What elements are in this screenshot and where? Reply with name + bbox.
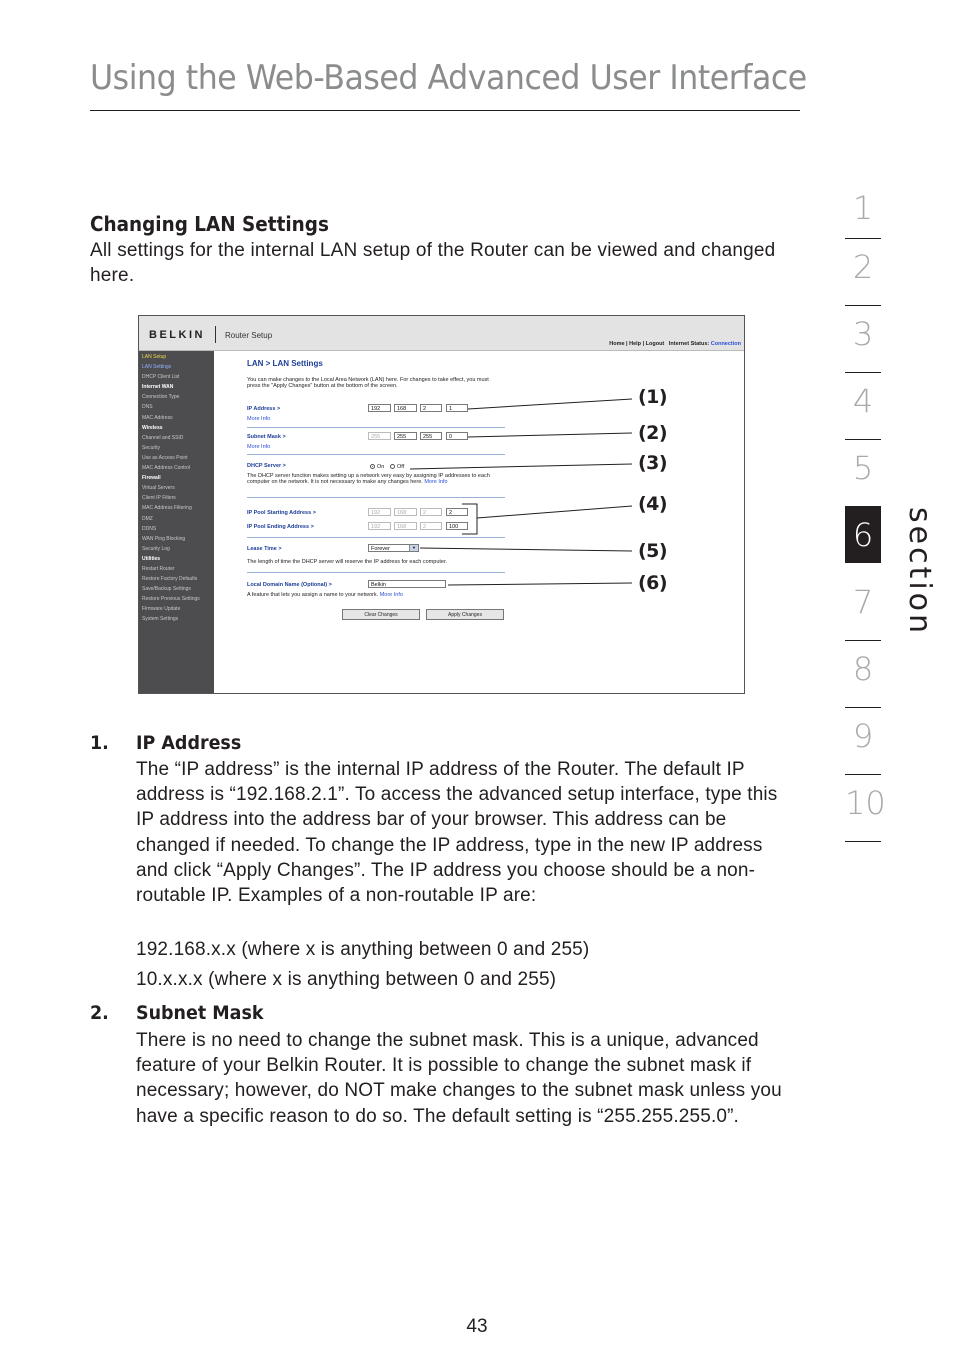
dhcp-description-text: The DHCP server function makes setting up a network very easy by assigning IP addresses to each computer on the network. It is not necessary to make any changes here.: [247, 473, 490, 486]
page-title: Using the Web-Based Advanced User Interface: [90, 58, 807, 98]
router-sidebar-item[interactable]: MAC Address Control: [142, 465, 191, 472]
app-title: Router Setup: [225, 331, 273, 340]
router-header: [139, 316, 744, 351]
router-sidebar-item[interactable]: MAC Address: [142, 414, 173, 421]
router-sidebar-item[interactable]: Restore Factory Defaults: [142, 576, 198, 583]
router-sidebar-item[interactable]: Save/Backup Settings: [142, 586, 191, 593]
chevron-down-icon[interactable]: ▼: [409, 545, 418, 551]
domain-name-label: Local Domain Name (Optional) >: [247, 582, 332, 588]
top-nav-links[interactable]: Home | Help | Logout: [609, 341, 665, 347]
divider-1: [247, 427, 505, 428]
section-nav-item-3[interactable]: 3: [845, 306, 881, 373]
status-label: Internet Status:: [668, 341, 710, 347]
section-nav-item-8[interactable]: 8: [845, 641, 881, 708]
apply-changes-button[interactable]: Apply Changes: [426, 609, 504, 620]
subnet-mask-label: Subnet Mask >: [247, 434, 286, 440]
section-nav-item-6[interactable]: 6: [845, 507, 881, 563]
header-divider: [215, 326, 216, 343]
page-number: 43: [466, 1316, 488, 1337]
pool-end-label: IP Pool Ending Address >: [247, 524, 314, 530]
item-1-number: 1.: [90, 732, 109, 754]
item-2-title: Subnet Mask: [136, 1002, 264, 1024]
item-1-title: IP Address: [136, 732, 242, 754]
router-sidebar-item[interactable]: Restore Previous Settings: [142, 596, 200, 603]
brand-logo: BELKIN: [149, 329, 205, 341]
callout-label-6: (6): [638, 572, 668, 594]
ip-more-info-link[interactable]: More Info: [247, 416, 271, 422]
top-nav: [609, 341, 741, 347]
dhcp-description: [247, 473, 492, 486]
pool-start-octet-3: 2: [420, 508, 442, 516]
section-nav-item-7[interactable]: 7: [845, 574, 881, 641]
dhcp-server-label: DHCP Server >: [247, 463, 286, 469]
router-sidebar-item[interactable]: DMZ: [142, 515, 153, 522]
section-nav-item-9[interactable]: 9: [845, 708, 881, 775]
divider-2: [247, 454, 505, 455]
subnet-octet-2[interactable]: 255: [394, 432, 417, 440]
clear-changes-button[interactable]: Clear Changes: [342, 609, 420, 620]
router-sidebar-item[interactable]: DNS: [142, 404, 153, 411]
subnet-octet-1: 255: [368, 432, 391, 440]
pool-start-octet-4[interactable]: 2: [446, 508, 468, 516]
pool-start-label: IP Pool Starting Address >: [247, 510, 316, 516]
section-nav-item-1[interactable]: 1: [845, 180, 881, 239]
lease-time-label: Lease Time >: [247, 546, 282, 552]
router-sidebar-item[interactable]: LAN Setup: [142, 354, 167, 360]
router-sidebar-item[interactable]: Connection Type: [142, 394, 180, 401]
divider-3: [247, 497, 505, 498]
router-sidebar-item[interactable]: Security: [142, 444, 161, 451]
ip-octet-4[interactable]: 1: [446, 404, 468, 412]
callout-label-1: (1): [638, 386, 668, 408]
dhcp-off-label: Off: [397, 464, 405, 470]
domain-name-input[interactable]: Belkin: [368, 580, 446, 588]
pool-start-octet-1: 192: [368, 508, 391, 516]
lan-description: You can make changes to the Local Area Network (LAN) here. For changes to take effect, you must press the "Apply Changes" button at the bottom of the screen.: [247, 377, 489, 390]
router-sidebar-item: Internet WAN: [142, 384, 174, 391]
ip-address-label: IP Address >: [247, 406, 281, 412]
callout-label-5: (5): [638, 540, 668, 562]
dhcp-on-label: On: [377, 464, 385, 470]
router-sidebar-item[interactable]: WAN Ping Blocking: [142, 535, 186, 542]
lan-page-title: LAN > LAN Settings: [247, 359, 323, 368]
subnet-more-info-link[interactable]: More Info: [247, 444, 271, 450]
title-rule: [90, 110, 800, 111]
pool-end-octet-4[interactable]: 100: [446, 522, 468, 530]
router-sidebar: [139, 351, 214, 693]
lease-description: The length of time the DHCP server will reserve the IP address for each computer.: [247, 559, 448, 565]
section-nav-item-4[interactable]: 4: [845, 373, 881, 440]
router-sidebar-item[interactable]: LAN Settings: [142, 364, 172, 371]
router-sidebar-item[interactable]: System Settings: [142, 616, 179, 623]
divider-5: [247, 572, 505, 573]
router-sidebar-item[interactable]: Client IP Filters: [142, 495, 176, 502]
lease-time-value: Forever: [371, 546, 390, 552]
divider-4: [247, 537, 505, 538]
domain-description-text: A feature that lets you assign a name to your network.: [247, 592, 379, 598]
ip-octet-1[interactable]: 192: [368, 404, 391, 412]
router-sidebar-item[interactable]: Virtual Servers: [142, 485, 175, 492]
dhcp-more-info-link[interactable]: More Info: [424, 479, 448, 486]
section-nav-item-10[interactable]: 10: [845, 775, 881, 842]
section-nav: [845, 180, 886, 842]
router-sidebar-item[interactable]: Firmware Update: [142, 606, 181, 613]
dhcp-on-radio[interactable]: [370, 464, 375, 469]
status-value: Connection: [710, 341, 741, 347]
pool-end-octet-3: 2: [420, 522, 442, 530]
router-sidebar-item[interactable]: DDNS: [142, 525, 157, 532]
router-sidebar-item: Firewall: [142, 475, 161, 482]
item-2-number: 2.: [90, 1002, 109, 1024]
section-nav-item-2[interactable]: 2: [845, 239, 881, 306]
item-1-example-1: 192.168.x.x (where x is anything between 0 and 255): [136, 939, 590, 960]
intro-text: All settings for the internal LAN setup of the Router can be viewed and changed here.: [90, 240, 776, 286]
subnet-octet-3[interactable]: 255: [420, 432, 442, 440]
section-nav-item-5[interactable]: 5: [845, 440, 881, 507]
router-sidebar-item[interactable]: Channel and SSID: [142, 434, 184, 441]
ip-octet-3[interactable]: 2: [420, 404, 442, 412]
item-1-body: The “IP address” is the internal IP address of the Router. The default IP address is “192.168.2.1”. To access the advanced setup interface, type this IP address into the address bar of your browser. This address can be changed if needed. To change the IP address, type in the new IP address and click “Apply Changes”. The IP address you choose should be a non-routable IP. Examples of a non-routable IP are:: [136, 759, 778, 907]
router-sidebar-item[interactable]: Restart Router: [142, 565, 175, 572]
router-sidebar-item[interactable]: DHCP Client List: [142, 374, 180, 381]
router-sidebar-item: Utilities: [142, 555, 161, 562]
ip-octet-2[interactable]: 168: [394, 404, 417, 412]
domain-more-info-link[interactable]: More Info: [379, 592, 403, 598]
subnet-octet-4[interactable]: 0: [446, 432, 468, 440]
router-sidebar-item[interactable]: MAC Address Filtering: [142, 505, 192, 512]
dhcp-off-radio[interactable]: [390, 464, 395, 469]
router-sidebar-item[interactable]: Security Log: [142, 545, 170, 552]
callout-label-3: (3): [638, 452, 668, 474]
router-sidebar-item[interactable]: Use as Access Point: [142, 454, 188, 461]
pool-start-octet-2: 168: [394, 508, 417, 516]
domain-description: [247, 592, 403, 598]
pool-end-octet-1: 192: [368, 522, 391, 530]
pool-end-octet-2: 168: [394, 522, 417, 530]
callout-label-2: (2): [638, 422, 668, 444]
item-2-body: There is no need to change the subnet mask. This is a unique, advanced feature of your Belkin Router. It is possible to change the subnet mask if necessary; however, do NOT make changes to the subnet mask unless you have a specific reason to do so. The default setting is “255.255.255.0”.: [136, 1030, 782, 1127]
section-label: section: [902, 507, 937, 637]
router-sidebar-item: Wireless: [142, 424, 163, 431]
lease-time-select[interactable]: [368, 544, 419, 552]
item-1-example-2: 10.x.x.x (where x is anything between 0 and 255): [136, 969, 557, 990]
section-heading: Changing LAN Settings: [90, 212, 329, 236]
callout-label-4: (4): [638, 493, 668, 515]
